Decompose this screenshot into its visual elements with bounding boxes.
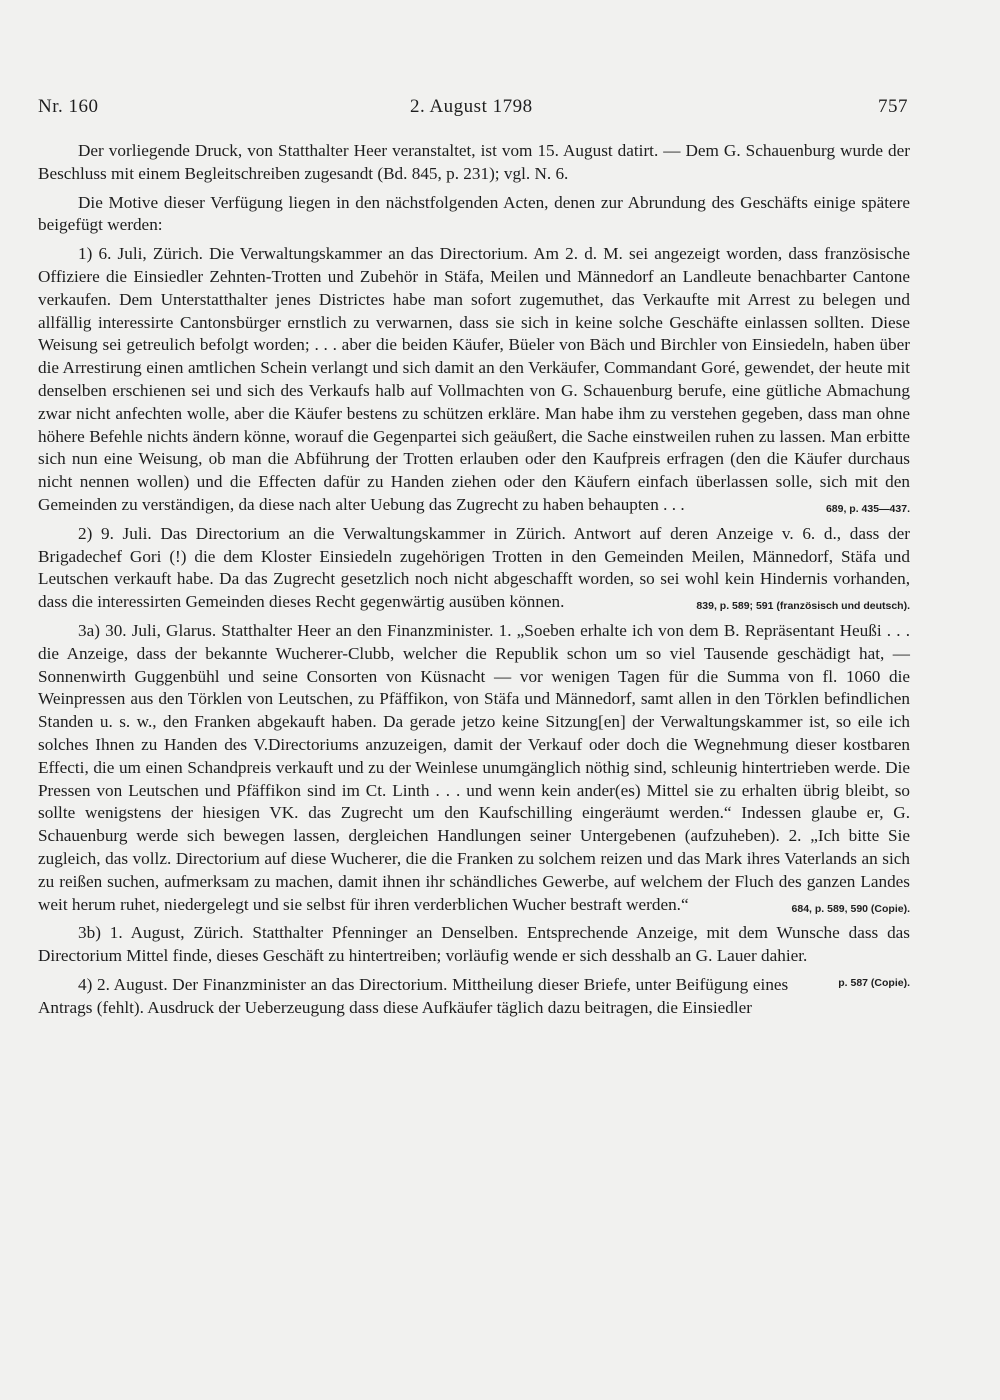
body-text <box>38 140 910 1025</box>
source-reference: p. 587 (Copie). <box>838 976 910 989</box>
page-header <box>38 96 908 126</box>
paragraph-text: Der vorliegende Druck, von Statthalter Heer veranstaltet, ist vom 15. August datirt. — Dem G. Schauenburg wurde der Beschluss mit einem Begleitschreiben zugesandt (Bd. 845, p. 231); vgl. N. 6. <box>38 141 910 183</box>
paragraph-text: 3b) 1. August, Zürich. Statthalter Pfenninger an Denselben. Entsprechende Anzeige, mit dem Wunsche dass das Directorium Mittel finde, dieses Geschäft zu hintertreiben; vorläufig wende er sich desshalb an G. Lauer dahier. <box>38 923 910 966</box>
source-reference: 689, p. 435—437. <box>825 502 910 515</box>
paragraph <box>38 922 910 989</box>
document-date: 2. August 1798 <box>410 96 533 117</box>
paragraph <box>38 243 910 517</box>
source-reference: 684, p. 589, 590 (Copie). <box>791 902 910 915</box>
paragraph-text: 3a) 30. Juli, Glarus. Statthalter Heer an den Finanzminister. 1. „Soeben erhalte ich von dem B. Repräsentant Heußi . . . die Anzeige, dass der bekannte Wucherer-Clubb, welcher die Republik schon um so viel Tausende geschädigt hat, — Sonnenwirth Guggenbühl und seine Consorten von Küsnacht — vor wenigen Tagen für die Summa von fl. 1060 die Weinpressen aus den Törklen von Leutschen, zu Pfäffikon, von Stäfa und Männedorf, samt allen in den Törklen befindlichen Standen u. s. w., den Franken abgekauft haben. Da gerade jetzo keine Sitzung[en] der Verwaltungskammer ist, so eile ich solches Ihnen zu Handen des V.Directoriums anzuzeigen, damit der Verkauf oder doch die Wegnehmung dieser kostbaren Effecti, die um einen Schandpreis verkauft und zu der Weinlese unumgänglich nöthig sind, schleunig hintertrieben werde. Die Pressen von Leutschen und Pfäffikon sind im Ct. Linth . . . und wenn kein ander(es) Mittel sie zu erhalten übrig bleibt, so sollte wenigstens der hiesigen VK. das Zugrecht um den Kaufschilling eingeräumt werden.“ Indessen glaube er, G. Schauenburg werde sich bewegen lassen, dergleichen Handlungen seiner Untergebenen (aufzuheben). 2. „Ich bitte Sie zugleich, das vollz. Directorium auf diese Wucherer, die die Franken zu solchem reizen und das Mark ihres Vaterlands an sich zu reißen suchen, aufmerksam zu machen, damit ihnen ihr schändliches Gewerbe, auf welchem der Fluch des ganzen Landes weit herum ruhet, niedergelegt und sie selbst für ihren verderblichen Wucher bestraft werden.“ <box>38 620 910 914</box>
page-number: 757 <box>878 96 908 117</box>
paragraph <box>38 974 910 1020</box>
paragraph <box>38 192 910 238</box>
paragraph-text: 2) 9. Juli. Das Directorium an die Verwaltungskammer in Zürich. Antwort auf deren Anzeige v. 6. d., dass der Brigadechef Gori (!) die dem Kloster Einsiedeln zugehörigen Trotten in den Gemeinden Meilen, Männedorf, Stäfa und Leutschen verkauft habe. Da das Zugrecht gesetzlich noch nicht abgeschafft worden, so sei wohl kein Hindernis vorhanden, dass die interessirten Gemeinden dieses Recht gegenwärtig ausüben können. <box>38 523 910 612</box>
paragraph-text: 1) 6. Juli, Zürich. Die Verwaltungskammer an das Directorium. Am 2. d. M. sei angezeigt worden, dass französische Offiziere die Einsiedler Zehnten-Trotten und Zubehör in Stäfa, Meilen und Männedorf an Landleute benachbarter Cantone verkaufen. Dem Unterstatthalter jenes Districtes habe man sofort zugemuthet, das Verkaufte mit Arrest zu belegen und allfällig interessirte Cantonsbürger ernstlich zu verwarnen, dass sie sich in keine solche Geschäfte einlassen sollten. Diese Weisung sei getreulich befolgt worden; . . . aber die beiden Käufer, Büeler von Bäch und Birchler von Einsiedeln, haben über die Arrestirung einen amtlichen Schein verlangt und sich damit an den Verkäufer, Commandant Goré, gewendet, der heute mit denselben erschienen sei und sich des Verkaufs halb auf Vollmachten von G. Schauenburg berufe, eine gütliche Abmachung zwar nicht anfechten wolle, aber die Käufer bestens zu schützen erkläre. Man habe ihm zu verstehen gegeben, dass man ohne höhere Befehle nichts ändern könne, worauf die Gegenpartei sich geäußert, die Sache einstweilen ruhen zu lassen. Man erbitte sich nun eine Weisung, ob man die Abführung der Trotten erlauben oder den Kaufpreis erfragen (den die Käufer durchaus nicht nennen wollen) und die Effecten dafür zu Handen ziehen oder den Käufern einfach überlassen solle, sich mit den Gemeinden zu verständigen, da diese nach alter Uebung das Zugrecht zu haben behaupten . . . <box>38 244 910 514</box>
paragraph <box>38 140 910 186</box>
paragraph <box>38 620 910 916</box>
paragraph-text: 4) 2. August. Der Finanzminister an das Directorium. Mittheilung dieser Briefe, unter Beifügung eines Antrags (fehlt). Ausdruck der Ueberzeugung dass diese Aufkäufer täglich dazu beitragen, die Einsiedler <box>38 974 789 1017</box>
paragraph-text: Die Motive dieser Verfügung liegen in den nächstfolgenden Acten, denen zur Abrundung des Geschäfts einige spätere beigefügt werden: <box>38 192 910 235</box>
document-number: Nr. 160 <box>38 96 99 117</box>
paragraph <box>38 523 910 614</box>
source-reference: 839, p. 589; 591 (französisch und deutsch). <box>696 600 910 613</box>
